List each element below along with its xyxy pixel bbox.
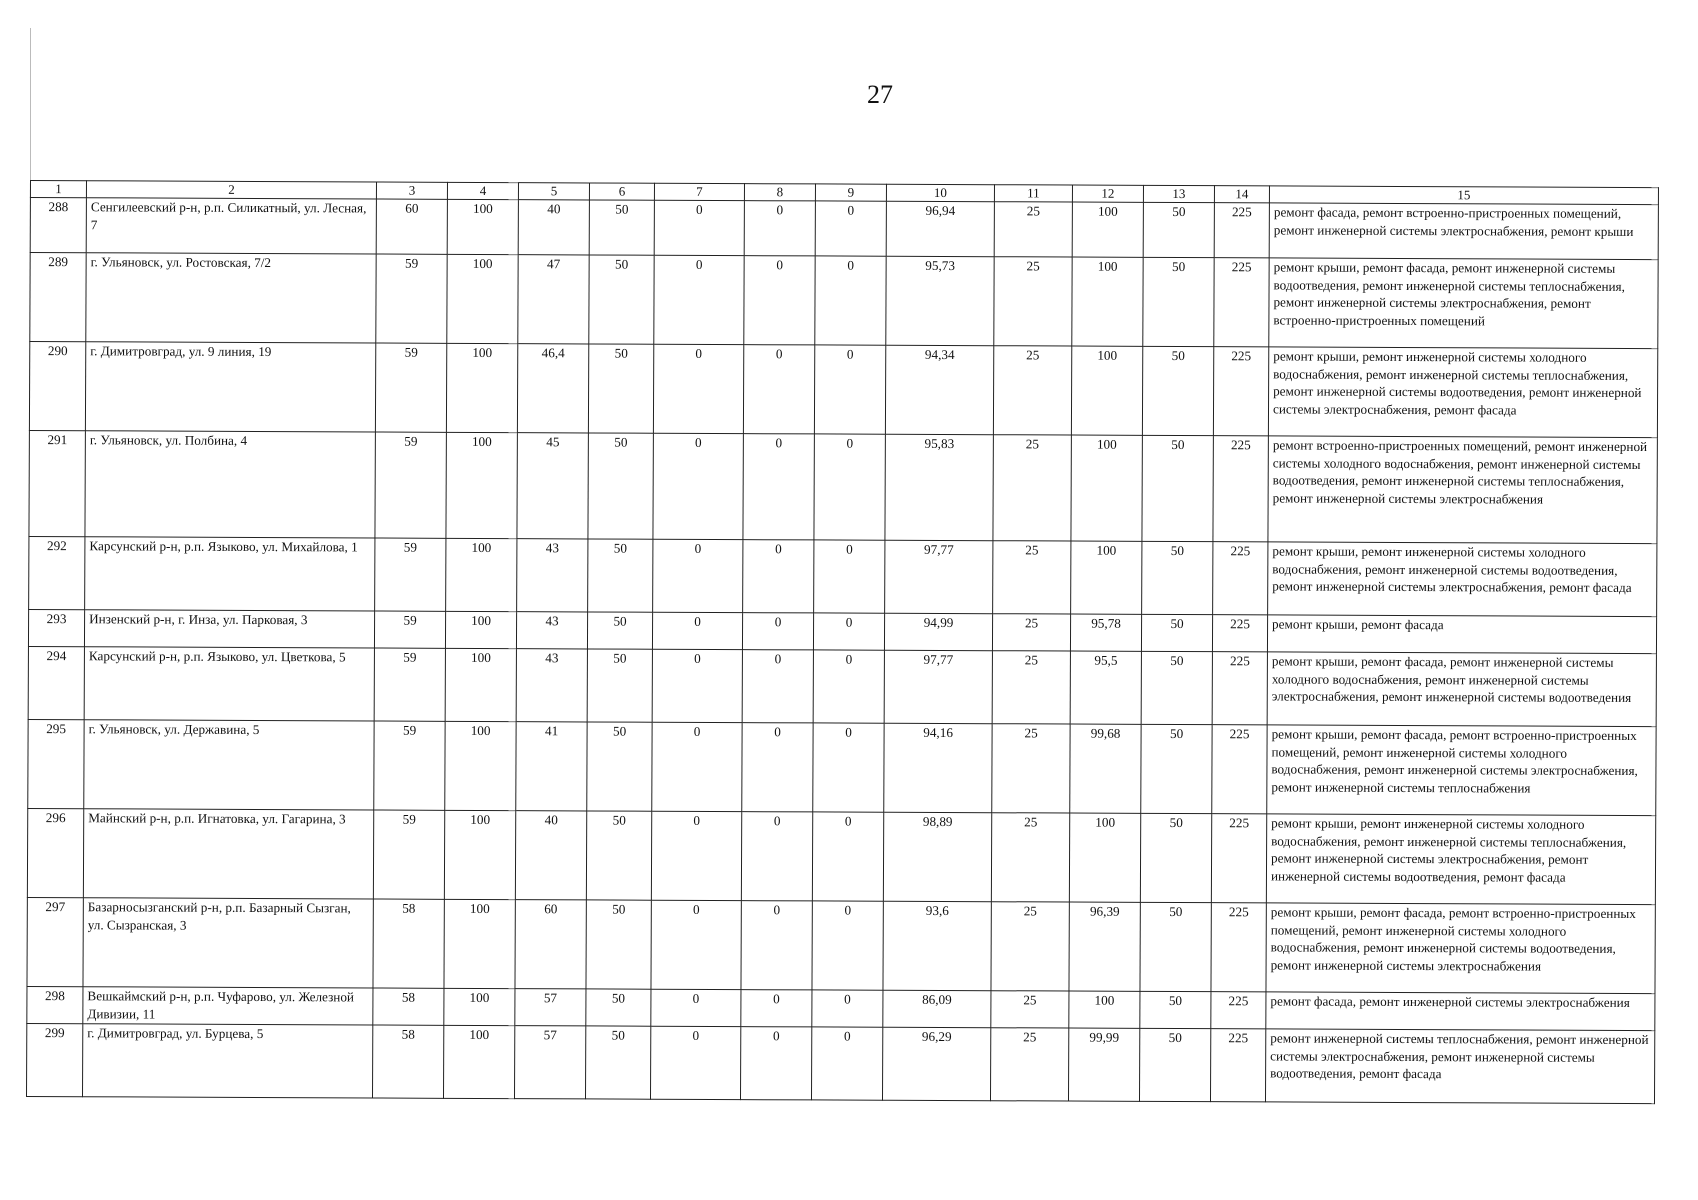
col-header-10: 10 xyxy=(886,184,994,201)
value-cell: 0 xyxy=(652,722,742,811)
value-cell: 98,89 xyxy=(883,812,991,901)
table-row xyxy=(30,253,1658,349)
col-header-4: 4 xyxy=(447,182,518,199)
works-cell: ремонт крыши, ремонт инженерной системы холодного водоснабжения, ремонт инженерной системы теплоснабжения, ремонт инженерной системы водоотведения, ремонт инженерной системы электроснабжения, ремонт фасада xyxy=(1268,347,1657,438)
value-cell: 225 xyxy=(1211,903,1266,992)
value-cell: 25 xyxy=(992,724,1070,813)
value-cell: 50 xyxy=(588,433,653,539)
value-cell: 94,99 xyxy=(884,613,992,650)
value-cell: 45 xyxy=(517,433,588,539)
row-number: 294 xyxy=(28,646,84,719)
value-cell: 50 xyxy=(588,344,653,433)
value-cell: 0 xyxy=(812,990,883,1027)
value-cell: 59 xyxy=(375,432,446,538)
value-cell: 50 xyxy=(589,255,654,344)
value-cell: 225 xyxy=(1212,725,1267,814)
value-cell: 50 xyxy=(1141,724,1212,813)
buildings-table xyxy=(26,180,1659,1104)
value-cell: 93,6 xyxy=(883,901,991,990)
page-number: 27 xyxy=(867,80,893,109)
value-cell: 225 xyxy=(1213,347,1268,436)
value-cell: 59 xyxy=(374,611,445,648)
value-cell: 100 xyxy=(446,343,517,432)
value-cell: 25 xyxy=(993,541,1071,614)
value-cell: 225 xyxy=(1211,992,1266,1029)
value-cell: 57 xyxy=(514,1026,585,1099)
col-header-12: 12 xyxy=(1072,185,1143,202)
value-cell: 59 xyxy=(376,254,447,343)
works-cell: ремонт крыши, ремонт фасада, ремонт инженерной системы водоотведения, ремонт инженерной системы теплоснабжения, ремонт инженерной системы электроснабжения, ремонт встроенно-пристроенных помещений xyxy=(1269,258,1658,349)
value-cell: 100 xyxy=(446,538,517,611)
value-cell: 0 xyxy=(653,433,743,539)
value-cell: 25 xyxy=(991,813,1069,902)
col-header-5: 5 xyxy=(518,183,589,200)
value-cell: 0 xyxy=(741,901,812,990)
value-cell: 100 xyxy=(445,648,516,721)
value-cell: 50 xyxy=(587,649,652,722)
address-cell: Вешкаймский р-н, р.п. Чуфарово, ул. Железной Дивизии, 11 xyxy=(83,987,373,1025)
row-number: 291 xyxy=(29,430,85,536)
address-cell: Майнский р-н, р.п. Игнатовка, ул. Гагарина, 3 xyxy=(83,809,373,899)
value-cell: 0 xyxy=(815,256,886,345)
value-cell: 50 xyxy=(587,612,652,649)
value-cell: 94,16 xyxy=(884,723,992,812)
table-row xyxy=(28,646,1656,726)
value-cell: 50 xyxy=(1142,346,1213,435)
address-cell: Карсунский р-н, р.п. Языково, ул. Михайлова, 1 xyxy=(85,537,375,611)
value-cell: 225 xyxy=(1214,203,1269,258)
value-cell: 0 xyxy=(743,540,814,613)
col-header-9: 9 xyxy=(815,184,886,201)
value-cell: 225 xyxy=(1213,436,1268,542)
col-header-3: 3 xyxy=(376,182,447,199)
works-cell: ремонт крыши, ремонт фасада, ремонт инженерной системы холодного водоснабжения, ремонт инженерной системы электроснабжения, ремонт инженерной системы водоотведения xyxy=(1267,652,1656,727)
works-cell: ремонт встроенно-пристроенных помещений, ремонт инженерной системы холодного водоснабжения, ремонт инженерной системы водоотведения, ремонт инженерной системы теплоснабжения, ремонт инженерной системы электроснабжения xyxy=(1268,436,1657,544)
value-cell: 50 xyxy=(586,900,651,989)
value-cell: 100 xyxy=(445,611,516,648)
value-cell: 0 xyxy=(814,540,885,613)
works-cell: ремонт фасада, ремонт встроенно-пристроенных помещений, ремонт инженерной системы электроснабжения, ремонт крыши xyxy=(1269,203,1658,260)
value-cell: 0 xyxy=(741,990,812,1027)
value-cell: 100 xyxy=(1072,257,1143,346)
value-cell: 225 xyxy=(1214,258,1269,347)
value-cell: 43 xyxy=(516,649,587,722)
value-cell: 43 xyxy=(517,539,588,612)
row-number: 296 xyxy=(27,808,83,897)
table-row xyxy=(30,198,1658,260)
row-number: 299 xyxy=(27,1023,83,1096)
value-cell: 95,83 xyxy=(885,434,993,540)
value-cell: 0 xyxy=(744,201,815,256)
table-row xyxy=(27,808,1655,904)
value-cell: 50 xyxy=(1140,813,1211,902)
value-cell: 50 xyxy=(1140,991,1211,1028)
value-cell: 60 xyxy=(376,199,447,254)
value-cell: 25 xyxy=(994,257,1072,346)
value-cell: 100 xyxy=(447,254,518,343)
works-cell: ремонт крыши, ремонт фасада, ремонт встроенно-пристроенных помещений, ремонт инженерной системы холодного водоснабжения, ремонт инженерной системы электроснабжения, ремонт инженерной системы теплоснабжения xyxy=(1267,725,1656,816)
value-cell: 0 xyxy=(651,989,741,1026)
value-cell: 58 xyxy=(373,988,444,1025)
value-cell: 225 xyxy=(1212,652,1267,725)
value-cell: 0 xyxy=(743,434,814,540)
works-cell: ремонт фасада, ремонт инженерной системы электроснабжения xyxy=(1266,992,1655,1031)
row-number: 292 xyxy=(29,536,85,609)
value-cell: 100 xyxy=(1069,991,1140,1028)
value-cell: 25 xyxy=(993,346,1071,435)
value-cell: 50 xyxy=(1140,902,1211,991)
value-cell: 99,99 xyxy=(1068,1028,1139,1101)
value-cell: 25 xyxy=(992,651,1070,724)
value-cell: 0 xyxy=(651,811,741,900)
value-cell: 50 xyxy=(586,989,651,1026)
row-number: 290 xyxy=(29,342,85,431)
value-cell: 95,73 xyxy=(886,256,994,345)
value-cell: 58 xyxy=(372,1025,443,1098)
value-cell: 0 xyxy=(653,344,743,433)
value-cell: 97,77 xyxy=(885,540,993,613)
address-cell: г. Димитровград, ул. Бурцева, 5 xyxy=(83,1024,373,1098)
col-header-14: 14 xyxy=(1214,186,1269,203)
address-cell: г. Ульяновск, ул. Полбина, 4 xyxy=(85,431,375,538)
value-cell: 59 xyxy=(375,538,446,611)
row-number: 293 xyxy=(28,609,84,646)
value-cell: 0 xyxy=(651,900,741,989)
address-cell: г. Ульяновск, ул. Ростовская, 7/2 xyxy=(86,253,376,343)
col-header-11: 11 xyxy=(994,185,1072,202)
table-row xyxy=(29,430,1657,543)
value-cell: 96,29 xyxy=(882,1027,990,1100)
value-cell: 0 xyxy=(815,201,886,256)
works-cell: ремонт крыши, ремонт инженерной системы холодного водоснабжения, ремонт инженерной системы водоотведения, ремонт инженерной системы электроснабжения, ремонт фасада xyxy=(1268,542,1657,617)
value-cell: 99,68 xyxy=(1070,724,1141,813)
value-cell: 25 xyxy=(993,435,1071,541)
row-number: 289 xyxy=(30,253,86,342)
value-cell: 0 xyxy=(742,650,813,723)
value-cell: 50 xyxy=(1141,651,1212,724)
works-cell: ремонт крыши, ремонт фасада xyxy=(1267,615,1656,654)
col-header-13: 13 xyxy=(1143,185,1214,202)
value-cell: 225 xyxy=(1211,814,1266,903)
value-cell: 0 xyxy=(742,613,813,650)
value-cell: 59 xyxy=(373,810,444,899)
col-header-7: 7 xyxy=(654,183,744,200)
table-row xyxy=(27,897,1655,993)
value-cell: 100 xyxy=(1072,202,1143,257)
value-cell: 58 xyxy=(373,899,444,988)
value-cell: 0 xyxy=(812,812,883,901)
works-cell: ремонт крыши, ремонт инженерной системы холодного водоснабжения, ремонт инженерной системы теплоснабжения, ремонт инженерной системы электроснабжения, ремонт инженерной системы водоотведения, ремонт фасада xyxy=(1266,814,1655,905)
value-cell: 0 xyxy=(744,256,815,345)
value-cell: 100 xyxy=(443,1025,514,1098)
value-cell: 40 xyxy=(515,811,586,900)
value-cell: 225 xyxy=(1210,1029,1265,1102)
value-cell: 25 xyxy=(991,991,1069,1028)
value-cell: 96,94 xyxy=(886,201,994,256)
value-cell: 50 xyxy=(1142,435,1213,541)
table-row xyxy=(29,536,1657,616)
value-cell: 96,39 xyxy=(1069,902,1140,991)
value-cell: 50 xyxy=(586,811,651,900)
value-cell: 0 xyxy=(814,434,885,540)
col-header-8: 8 xyxy=(744,184,815,201)
value-cell: 60 xyxy=(515,900,586,989)
value-cell: 225 xyxy=(1213,542,1268,615)
value-cell: 0 xyxy=(813,723,884,812)
works-cell: ремонт крыши, ремонт фасада, ремонт встроенно-пристроенных помещений, ремонт инженерной системы холодного водоснабжения, ремонт инженерной системы водоотведения, ремонт инженерной системы электроснабжения xyxy=(1266,903,1655,994)
value-cell: 59 xyxy=(374,648,445,721)
value-cell: 0 xyxy=(813,650,884,723)
table-row xyxy=(28,719,1656,815)
value-cell: 50 xyxy=(1139,1028,1210,1101)
row-number: 298 xyxy=(27,986,83,1023)
table-container xyxy=(26,180,1658,1104)
value-cell: 50 xyxy=(588,539,653,612)
value-cell: 100 xyxy=(444,988,515,1025)
value-cell: 41 xyxy=(516,722,587,811)
value-cell: 0 xyxy=(742,723,813,812)
value-cell: 100 xyxy=(1071,435,1142,541)
value-cell: 225 xyxy=(1212,615,1267,652)
value-cell: 50 xyxy=(1143,202,1214,257)
address-cell: Инзенский р-н, г. Инза, ул. Парковая, 3 xyxy=(84,610,374,648)
value-cell: 97,77 xyxy=(884,650,992,723)
col-header-6: 6 xyxy=(589,183,654,200)
table-row xyxy=(27,1023,1655,1103)
works-cell: ремонт инженерной системы теплоснабжения, ремонт инженерной системы электроснабжения, ремонт инженерной системы водоотведения, ремонт фасада xyxy=(1265,1029,1654,1104)
value-cell: 0 xyxy=(740,1027,811,1100)
col-header-15: 15 xyxy=(1269,186,1658,205)
value-cell: 100 xyxy=(447,199,518,254)
value-cell: 47 xyxy=(518,255,589,344)
value-cell: 95,78 xyxy=(1070,614,1141,651)
value-cell: 59 xyxy=(375,343,446,432)
value-cell: 0 xyxy=(811,1027,882,1100)
value-cell: 50 xyxy=(589,200,654,255)
value-cell: 100 xyxy=(446,432,517,538)
row-number: 288 xyxy=(30,198,86,253)
address-cell: Сенгилеевский р-н, р.п. Силикатный, ул. Лесная, 7 xyxy=(86,198,376,254)
value-cell: 25 xyxy=(994,202,1072,257)
value-cell: 100 xyxy=(1071,346,1142,435)
value-cell: 0 xyxy=(814,345,885,434)
row-number: 297 xyxy=(27,897,83,986)
value-cell: 0 xyxy=(652,649,742,722)
address-cell: г. Ульяновск, ул. Державина, 5 xyxy=(84,720,374,810)
value-cell: 95,5 xyxy=(1070,651,1141,724)
value-cell: 100 xyxy=(1071,541,1142,614)
value-cell: 57 xyxy=(515,989,586,1026)
value-cell: 0 xyxy=(812,901,883,990)
value-cell: 50 xyxy=(1142,541,1213,614)
value-cell: 25 xyxy=(991,902,1069,991)
value-cell: 0 xyxy=(653,539,743,612)
row-number: 295 xyxy=(28,719,84,808)
value-cell: 0 xyxy=(650,1026,740,1099)
value-cell: 0 xyxy=(654,255,744,344)
value-cell: 94,34 xyxy=(885,345,993,434)
value-cell: 50 xyxy=(1143,257,1214,346)
address-cell: Базарносызганский р-н, р.п. Базарный Сызган, ул. Сызранская, 3 xyxy=(83,898,373,988)
value-cell: 0 xyxy=(741,812,812,901)
value-cell: 0 xyxy=(743,345,814,434)
value-cell: 59 xyxy=(374,721,445,810)
value-cell: 0 xyxy=(813,613,884,650)
value-cell: 86,09 xyxy=(883,990,991,1027)
address-cell: Карсунский р-н, р.п. Языково, ул. Цветкова, 5 xyxy=(84,647,374,721)
value-cell: 100 xyxy=(445,721,516,810)
value-cell: 40 xyxy=(518,200,589,255)
address-cell: г. Димитровград, ул. 9 линия, 19 xyxy=(85,342,375,432)
value-cell: 25 xyxy=(992,614,1070,651)
value-cell: 100 xyxy=(444,899,515,988)
value-cell: 25 xyxy=(990,1028,1068,1101)
table-row xyxy=(29,342,1657,438)
value-cell: 50 xyxy=(587,722,652,811)
value-cell: 50 xyxy=(585,1026,650,1099)
col-header-2: 2 xyxy=(86,181,376,199)
value-cell: 0 xyxy=(654,200,744,255)
value-cell: 0 xyxy=(652,612,742,649)
value-cell: 46,4 xyxy=(517,344,588,433)
value-cell: 100 xyxy=(1069,813,1140,902)
col-header-1: 1 xyxy=(30,181,86,198)
value-cell: 100 xyxy=(444,810,515,899)
value-cell: 50 xyxy=(1141,614,1212,651)
value-cell: 43 xyxy=(516,612,587,649)
